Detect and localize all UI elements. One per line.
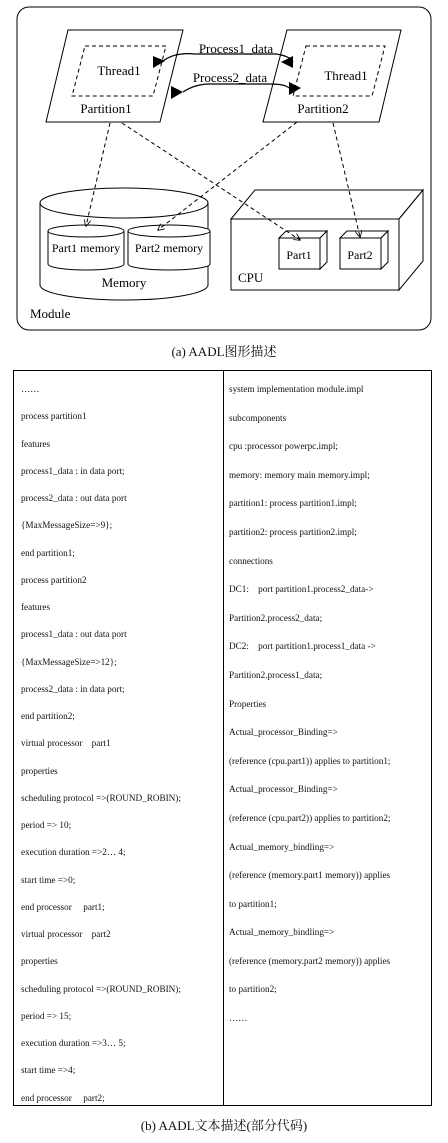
- partition2-thread-label: Thread1: [324, 68, 368, 83]
- module-label: Module: [30, 306, 71, 321]
- code-column-left: [21, 381, 181, 1117]
- code-line: scheduling protocol =>(ROUND_ROBIN);: [21, 983, 181, 994]
- code-line: properties: [21, 765, 58, 776]
- code-line: process2_data : in data port;: [21, 683, 125, 694]
- code-line: to partition1;: [229, 898, 277, 909]
- code-line: process partition2: [21, 574, 87, 585]
- connection-process1-label: Process1_data: [198, 41, 274, 56]
- memory-label: Memory: [101, 275, 147, 290]
- code-line: end partition2;: [21, 711, 75, 721]
- partition1-port-in: [171, 86, 183, 99]
- code-line: start time =>4;: [21, 1065, 76, 1076]
- code-line: connections: [229, 555, 273, 566]
- code-line: cpu :processor powerpc.impl;: [229, 441, 338, 452]
- code-line: end processor part2;: [21, 1092, 105, 1103]
- code-column-divider: [223, 371, 224, 1105]
- code-line: Actual_memory_bindling=>: [229, 841, 335, 852]
- code-line: process1_data : in data port;: [21, 465, 125, 476]
- partition2-label: Partition2: [297, 101, 349, 116]
- code-line: process partition1: [21, 411, 87, 422]
- code-line: (reference (cpu.part2)) applies to partition2;: [229, 812, 391, 823]
- code-line: system implementation module.impl: [229, 384, 364, 394]
- code-line: (reference (memory.part2 memory)) applies: [229, 955, 391, 966]
- code-line: {MaxMessageSize=>12};: [21, 656, 117, 667]
- code-line: period => 10;: [21, 820, 72, 830]
- code-line: end processor part1;: [21, 901, 105, 912]
- figure-b-caption: (b) AADL文本描述(部分代码): [140, 1118, 308, 1133]
- cpu-label: CPU: [238, 270, 264, 285]
- code-line: (reference (cpu.part1)) applies to partition1;: [229, 755, 391, 766]
- code-line: DC2: port partition1.process1_data ->: [229, 641, 376, 652]
- code-line: Partition2.process2_data;: [229, 612, 323, 623]
- code-line: process2_data : out data port: [21, 493, 127, 503]
- code-line: (reference (memory.part1 memory)) applies: [229, 870, 391, 881]
- partition1-label: Partition1: [80, 101, 132, 116]
- code-line: execution duration =>3… 5;: [21, 1038, 126, 1048]
- code-line: partition2: process partition2.impl;: [229, 526, 357, 537]
- code-line: period => 15;: [21, 1010, 72, 1021]
- code-line: process1_data : out data port: [21, 629, 127, 640]
- code-line: end partition1;: [21, 547, 75, 558]
- connection-process2-label: Process2_data: [192, 70, 268, 85]
- code-line: features: [21, 602, 51, 612]
- part2-memory-label: Part2 memory: [134, 241, 204, 255]
- code-line: DC1: port partition1.process2_data->: [229, 584, 374, 595]
- code-line: ……: [21, 384, 40, 394]
- code-line: Actual_processor_Binding=>: [229, 784, 338, 795]
- code-line: Actual_memory_bindling=>: [229, 927, 335, 938]
- part1-memory-label: Part1 memory: [51, 241, 121, 255]
- code-line: features: [21, 438, 51, 449]
- code-line: {MaxMessageSize=>9};: [21, 520, 113, 531]
- code-line: to partition2;: [229, 984, 277, 995]
- aadl-code-table: [13, 370, 432, 1106]
- code-line: subcomponents: [229, 412, 287, 423]
- figure-a-caption: (a) AADL图形描述: [171, 344, 277, 359]
- code-line: virtual processor part1: [21, 738, 111, 749]
- code-line: memory: memory main memory.impl;: [229, 469, 370, 480]
- cpu-part2-label: Part2: [347, 248, 373, 262]
- code-line: virtual processor part2: [21, 929, 111, 939]
- aadl-graphical-diagram: [0, 0, 448, 340]
- cpu-part1-label: Part1: [286, 248, 312, 262]
- code-line: start time =>0;: [21, 874, 76, 885]
- code-line: Partition2.process1_data;: [229, 669, 323, 680]
- code-column-right: [229, 381, 390, 1039]
- code-line: Actual_processor_Binding=>: [229, 727, 338, 738]
- partition1-thread-label: Thread1: [97, 63, 141, 78]
- code-line: ……: [229, 1013, 248, 1024]
- code-line: Properties: [229, 698, 267, 709]
- code-line: properties: [21, 956, 58, 967]
- code-line: scheduling protocol =>(ROUND_ROBIN);: [21, 792, 181, 803]
- code-line: partition1: process partition1.impl;: [229, 498, 357, 509]
- code-line: execution duration =>2… 4;: [21, 847, 126, 858]
